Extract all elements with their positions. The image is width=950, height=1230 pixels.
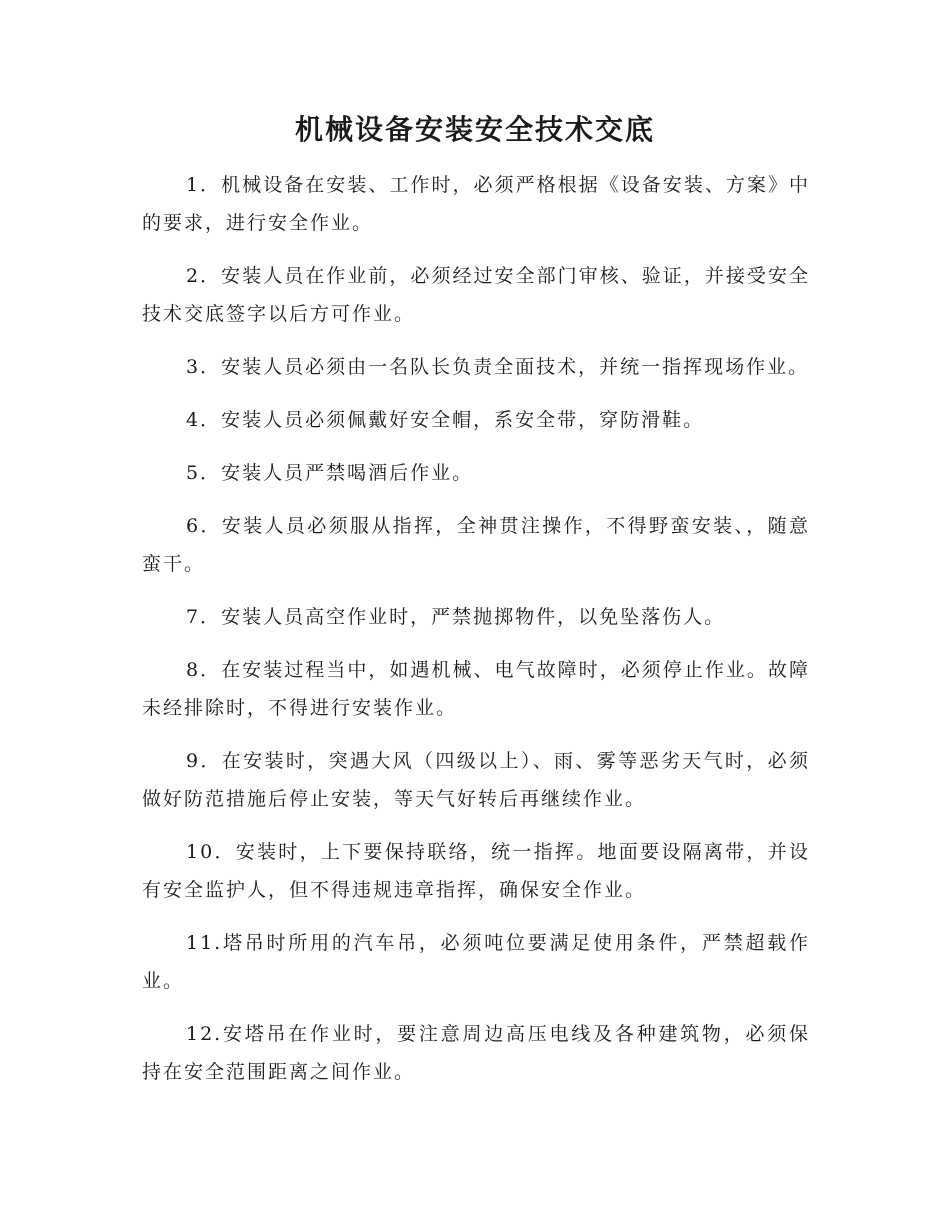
clause-10: 10．安装时，上下要保持联络，统一指挥。地面要设隔离带，并设有安全监护人，但不得违规违章指挥，确保安全作业。	[142, 841, 810, 901]
clause-12: 12.安塔吊在作业时，要注意周边高压电线及各种建筑物，必须保持在安全范围距离之间作业。	[142, 1023, 810, 1083]
clause-11: 11.塔吊时所用的汽车吊，必须吨位要满足使用条件，严禁超载作业。	[142, 932, 810, 992]
clause-4: 4．安装人员必须佩戴好安全帽，系安全带，穿防滑鞋。	[186, 409, 705, 431]
clause-6: 6．安装人员必须服从指挥，全神贯注操作，不得野蛮安装、，随意蛮干。	[142, 515, 810, 575]
clause-1: 1．机械设备在安装、工作时，必须严格根据《设备安装、方案》中的要求，进行安全作业。	[142, 174, 810, 234]
clause-3: 3．安装人员必须由一名队长负责全面技术，并统一指挥现场作业。	[186, 356, 810, 378]
clause-2: 2．安装人员在作业前，必须经过安全部门审核、验证，并接受安全技术交底签字以后方可作业。	[142, 265, 810, 325]
document-title: 机械设备安装安全技术交底	[294, 113, 655, 146]
clause-list	[142, 166, 810, 1106]
clause-8: 8．在安装过程当中，如遇机械、电气故障时，必须停止作业。故障未经排除时，不得进行安装作业。	[142, 659, 810, 719]
clause-5: 5．安装人员严禁喝酒后作业。	[186, 462, 474, 484]
clause-7: 7．安装人员高空作业时，严禁抛掷物件，以免坠落伤人。	[186, 606, 726, 628]
clause-9: 9．在安装时，突遇大风（四级以上）、雨、雾等恶劣天气时，必须做好防范措施后停止安装，等天气好转后再继续作业。	[142, 750, 810, 810]
